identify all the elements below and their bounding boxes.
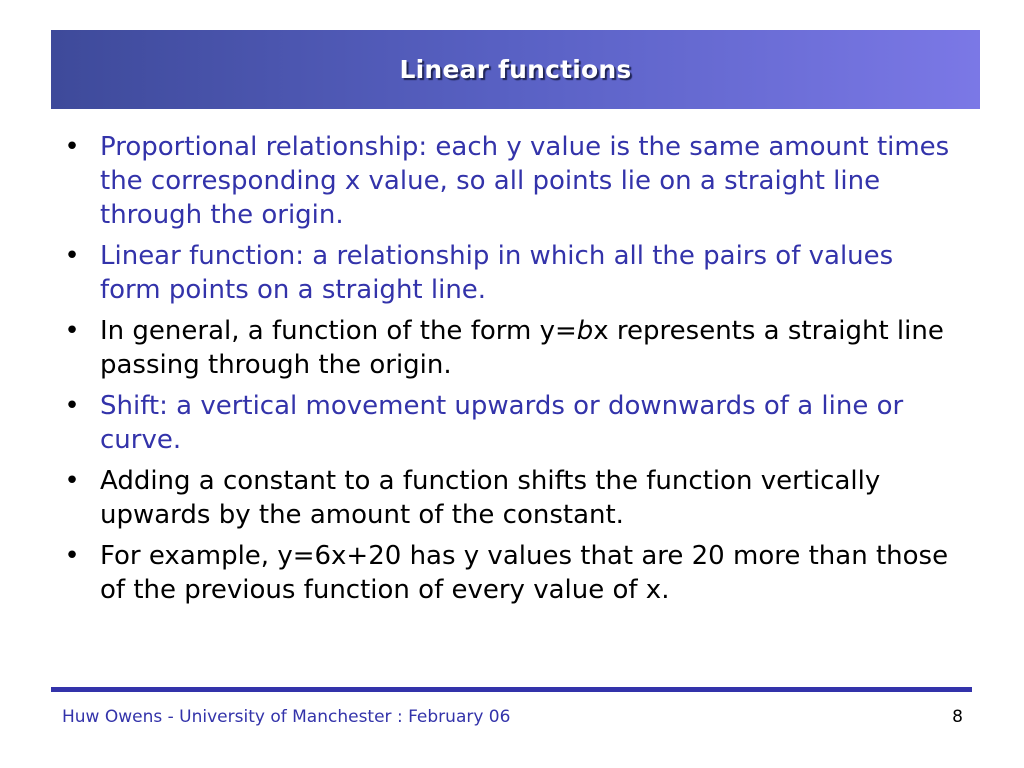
bullet-text: Proportional relationship: each y value is the same amount times the corresponding x value, so all points lie on a straight line through the origin.: [100, 132, 950, 230]
bullet-text: Shift: a vertical movement upwards or downwards of a line or curve.: [100, 391, 904, 455]
footer-divider: [51, 687, 972, 692]
bullet-icon: •: [64, 541, 80, 571]
title-bar: [51, 30, 980, 109]
slide-title: Linear functions: [399, 55, 632, 84]
bullet-item: [62, 239, 962, 307]
bullet-icon: •: [64, 241, 80, 271]
bullet-item: [62, 539, 962, 607]
bullet-text-after: x represents a straight line passing through the origin.: [100, 316, 944, 380]
bullet-text-italic: b: [576, 316, 594, 346]
bullet-icon: •: [64, 132, 80, 162]
page-number: 8: [952, 707, 963, 727]
bullet-text-before: In general, a function of the form y=: [100, 316, 577, 346]
bullet-icon: •: [64, 391, 80, 421]
bullet-text: [100, 316, 944, 380]
bullet-item: [62, 130, 962, 232]
bullet-text: Adding a constant to a function shifts the function vertically upwards by the amount of the constant.: [100, 466, 881, 530]
bullet-item: [62, 314, 962, 382]
bullet-list: [62, 130, 962, 614]
bullet-text: For example, y=6x+20 has y values that are 20 more than those of the previous function of every value of x.: [100, 541, 949, 605]
bullet-icon: •: [64, 466, 80, 496]
bullet-icon: •: [64, 316, 80, 346]
bullet-text: Linear function: a relationship in which all the pairs of values form points on a straight line.: [100, 241, 894, 305]
footer-author: Huw Owens - University of Manchester : February 06: [62, 707, 511, 727]
bullet-item: [62, 464, 962, 532]
bullet-item: [62, 389, 962, 457]
